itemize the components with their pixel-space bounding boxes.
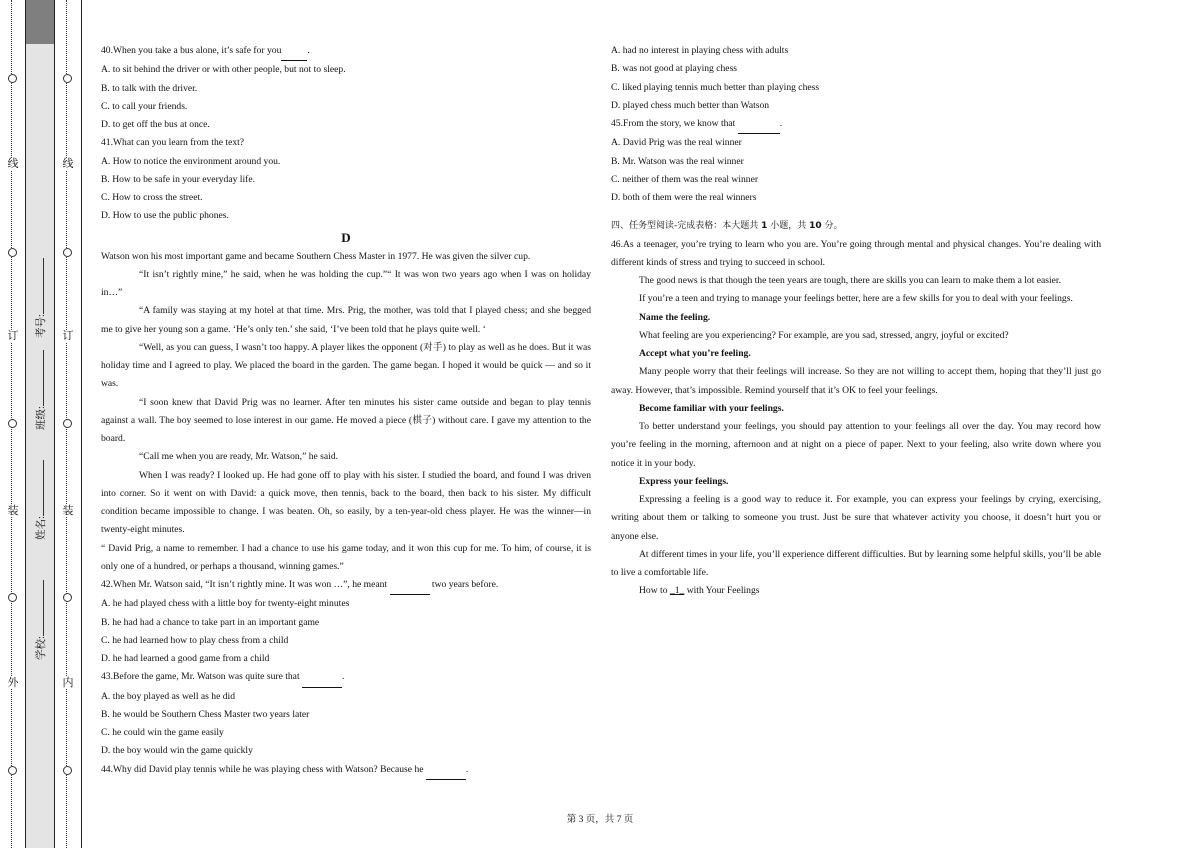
section-4-score: 10 bbox=[809, 221, 822, 232]
option-43-c: C. he could win the game easily bbox=[101, 727, 224, 738]
option-45-a: A. David Prig was the real winner bbox=[611, 137, 742, 149]
option-44-b: B. was not good at playing chess bbox=[611, 63, 738, 75]
binding-char-line-outer: 线 bbox=[5, 158, 21, 170]
option-42-d: D. he had learned a good game from a child bbox=[101, 653, 270, 664]
subheading: Become familiar with your feelings. bbox=[639, 402, 784, 414]
passage-paragraph: “I soon knew that David Prig was no learner. After ten minutes his sister came outside and began to play tennis against a wall. The boy seemed to lose interest in our game. He moved a piece (棋子) without care. I gave my attention to the board. bbox=[101, 396, 591, 444]
option-43-a: A. the boy played as well as he did bbox=[101, 690, 236, 702]
option-40-d: D. to get off the bus at once. bbox=[101, 119, 210, 130]
question-40-text: 40.When you take a bus alone, it’s safe for you bbox=[101, 45, 282, 56]
option-41-c: C. How to cross the street. bbox=[101, 192, 203, 203]
section-4-text: 小题，共 bbox=[767, 221, 810, 232]
answer-blank[interactable] bbox=[281, 42, 307, 61]
answer-blank[interactable] bbox=[390, 576, 430, 595]
section-4-text: 四、任务型阅读-完成表格：本大题共 bbox=[611, 221, 762, 232]
answer-blank[interactable] bbox=[738, 115, 780, 134]
question-43: 43.Before the game, Mr. Watson was quite sure that . bbox=[101, 668, 591, 687]
option-42-c: C. he had learned how to play chess from a child bbox=[101, 634, 289, 646]
binding-margin bbox=[0, 0, 82, 848]
school-field[interactable] bbox=[33, 636, 48, 660]
binding-band-top bbox=[26, 0, 54, 44]
subheading: Name the feeling. bbox=[639, 311, 711, 323]
question-42-text-end: two years before. bbox=[431, 579, 499, 590]
passage-paragraph: “Call me when you are ready, Mr. Watson,” he said. bbox=[139, 451, 339, 463]
exam-number-label: 考号: bbox=[36, 314, 47, 338]
option-44-d: D. played chess much better than Watson bbox=[611, 99, 770, 111]
option-40-a: A. to sit behind the driver or with other people, but not to sleep. bbox=[101, 64, 346, 76]
option-45-c: C. neither of them was the real winner bbox=[611, 173, 759, 185]
answer-blank[interactable] bbox=[426, 761, 466, 780]
question-42-text: 42.When Mr. Watson said, “It isn’t rightly mine. It was won …”, he meant bbox=[101, 579, 388, 590]
passage-paragraph: 46.As a teenager, you’re trying to learn who you are. You’re going through mental and physical changes. You’re dealing with different kinds of stress and trying to succeed in school. bbox=[611, 238, 1101, 268]
binding-line-left bbox=[25, 0, 26, 848]
passage-paragraph: To better understand your feelings, you should pay attention to your feelings all over the day. You may record how you’re feeling in the morning, afternoon and at night on a piece of paper. Next to your feeling, also write down where you notice it in your body. bbox=[611, 421, 1101, 469]
binding-hole-inner bbox=[63, 593, 72, 602]
school-label: 学校: bbox=[36, 636, 47, 660]
table-title-text: How to bbox=[639, 585, 670, 597]
section-heading-d: D bbox=[341, 229, 351, 245]
binding-hole-outer bbox=[8, 419, 17, 428]
passage-paragraph: “A family was staying at my hotel at that time. Mrs. Prig, the mother, was told that I played chess; and she begged me to give her young son a game. ‘He’s only ten.’ she said, ‘I’ve been told that he plays quite well. ‘ bbox=[101, 305, 591, 335]
binding-char-order-outer: 订 bbox=[5, 330, 21, 342]
table-title bbox=[611, 582, 1101, 600]
option-42-b: B. he had had a chance to take part in an important game bbox=[101, 616, 320, 628]
question-44-text: 44.Why did David play tennis while he was playing chess with Watson? Because he bbox=[101, 763, 424, 775]
section-4-heading bbox=[611, 217, 1101, 235]
passage-paragraph: “ David Prig, a name to remember. I had a chance to use his game today, and it won this cup for me. To him, of course, it is only one of a hundred, or perhaps a thousand, winning games.” bbox=[101, 542, 591, 572]
binding-hole-inner bbox=[63, 766, 72, 775]
passage-paragraph: What feeling are you experiencing? For example, are you sad, stressed, angry, joyful or excited? bbox=[639, 329, 1009, 341]
option-43-d: D. the boy would win the game quickly bbox=[101, 745, 253, 757]
binding-hole-inner bbox=[63, 248, 72, 257]
subheading: Express your feelings. bbox=[639, 475, 729, 487]
class-label: 班级: bbox=[36, 406, 47, 430]
question-45: 45.From the story, we know that . bbox=[611, 115, 1101, 134]
binding-line-right bbox=[54, 0, 55, 848]
option-40-c: C. to call your friends. bbox=[101, 100, 188, 112]
question-44: 44.Why did David play tennis while he was playing chess with Watson? Because he . bbox=[101, 761, 591, 780]
name-field[interactable] bbox=[33, 516, 48, 540]
question-43-text: 43.Before the game, Mr. Watson was quite sure that bbox=[101, 671, 300, 683]
option-44-c: C. liked playing tennis much better than playing chess bbox=[611, 81, 820, 93]
passage-paragraph: At different times in your life, you’ll experience different difficulties. But by learning some helpful skills, you’ll be able to live a comfortable life. bbox=[611, 548, 1101, 578]
option-41-b: B. How to be safe in your everyday life. bbox=[101, 173, 255, 185]
passage-paragraph: “It isn’t rightly mine,” he said, when he was holding the cup.”“ It was won two years ago when I was on holiday in…” bbox=[101, 268, 591, 298]
question-41: 41.What can you learn from the text? bbox=[101, 137, 245, 149]
answer-blank-1[interactable]: _1_ bbox=[669, 585, 685, 597]
section-4-count: 1 bbox=[761, 221, 768, 232]
binding-hole-outer bbox=[8, 593, 17, 602]
left-column bbox=[101, 42, 591, 780]
name-label: 姓名: bbox=[36, 516, 47, 540]
option-40-b: B. to talk with the driver. bbox=[101, 82, 198, 94]
option-42-a: A. he had played chess with a little boy for twenty-eight minutes bbox=[101, 598, 350, 610]
option-45-d: D. both of them were the real winners bbox=[611, 192, 757, 203]
option-41-a: A. How to notice the environment around you. bbox=[101, 155, 281, 167]
binding-line-edge bbox=[81, 0, 82, 848]
table-title-text-end: with Your Feelings bbox=[684, 585, 760, 597]
passage-paragraph: Watson won his most important game and became Southern Chess Master in 1977. He was given the silver cup. bbox=[101, 250, 531, 262]
binding-char-bind-outer: 装 bbox=[5, 505, 21, 517]
answer-blank[interactable] bbox=[302, 668, 342, 687]
passage-paragraph: Expressing a feeling is a good way to reduce it. For example, you can express your feelings by crying, exercising, writing about them or talking to someone you trust. Just be sure that whatever activity you choose, it doesn’t hurt you or anyone else. bbox=[611, 494, 1101, 542]
binding-hole-outer bbox=[8, 248, 17, 257]
binding-hole-inner bbox=[63, 419, 72, 428]
option-45-b: B. Mr. Watson was the real winner bbox=[611, 155, 744, 167]
right-column bbox=[611, 42, 1101, 601]
binding-char-bind-inner: 装 bbox=[60, 505, 76, 517]
class-field[interactable] bbox=[33, 406, 48, 430]
question-42 bbox=[101, 576, 591, 595]
passage-paragraph: The good news is that though the teen years are tough, there are skills you can learn to make them a lot easier. bbox=[639, 275, 1061, 286]
option-41-d: D. How to use the public phones. bbox=[101, 210, 229, 222]
passage-paragraph: “Well, as you can guess, I wasn’t too happy. A player likes the opponent (对手) to play as well as he does. But it was holiday time and I agreed to play. We placed the board in the garden. The game began. I hoped it would be quick — and so it was. bbox=[101, 341, 591, 390]
passage-paragraph: Many people worry that their feelings will increase. So they are not willing to accept them, hoping that they’ll just go away. However, that’s impossible. Remind yourself that it’s OK to feel your feelings. bbox=[611, 366, 1101, 396]
binding-hole-inner bbox=[63, 74, 72, 83]
binding-char-outside: 外 bbox=[5, 677, 21, 689]
section-4-text: 分。 bbox=[821, 221, 843, 232]
binding-hole-outer bbox=[8, 74, 17, 83]
binding-char-order-inner: 订 bbox=[60, 330, 76, 342]
passage-paragraph: When I was ready? I looked up. He had gone off to play with his sister. I studied the board, and found I was driven into corner. So it went on with David: a quick move, then tennis, back to the board, then back to his sister. My difficult condition became impossible to change. I was beaten. Oh, so easily, by a ten-year-old chess player. He was the winner—in twenty-eight minutes. bbox=[101, 469, 591, 536]
option-43-b: B. he would be Southern Chess Master two years later bbox=[101, 708, 310, 720]
page-number: 第 3 页，共 7 页 bbox=[566, 815, 634, 825]
binding-hole-outer bbox=[8, 766, 17, 775]
passage-paragraph: If you’re a teen and trying to manage your feelings better, here are a few skills for you to deal with your feelings. bbox=[639, 293, 1073, 305]
subheading: Accept what you’re feeling. bbox=[639, 348, 751, 359]
binding-char-line-inner: 线 bbox=[60, 158, 76, 170]
binding-char-inside: 内 bbox=[60, 677, 76, 689]
exam-number-field[interactable] bbox=[33, 314, 48, 338]
question-40: 40.When you take a bus alone, it’s safe for you . bbox=[101, 42, 591, 61]
question-45-text: 45.From the story, we know that bbox=[611, 118, 736, 129]
option-44-a: A. had no interest in playing chess with adults bbox=[611, 45, 789, 56]
